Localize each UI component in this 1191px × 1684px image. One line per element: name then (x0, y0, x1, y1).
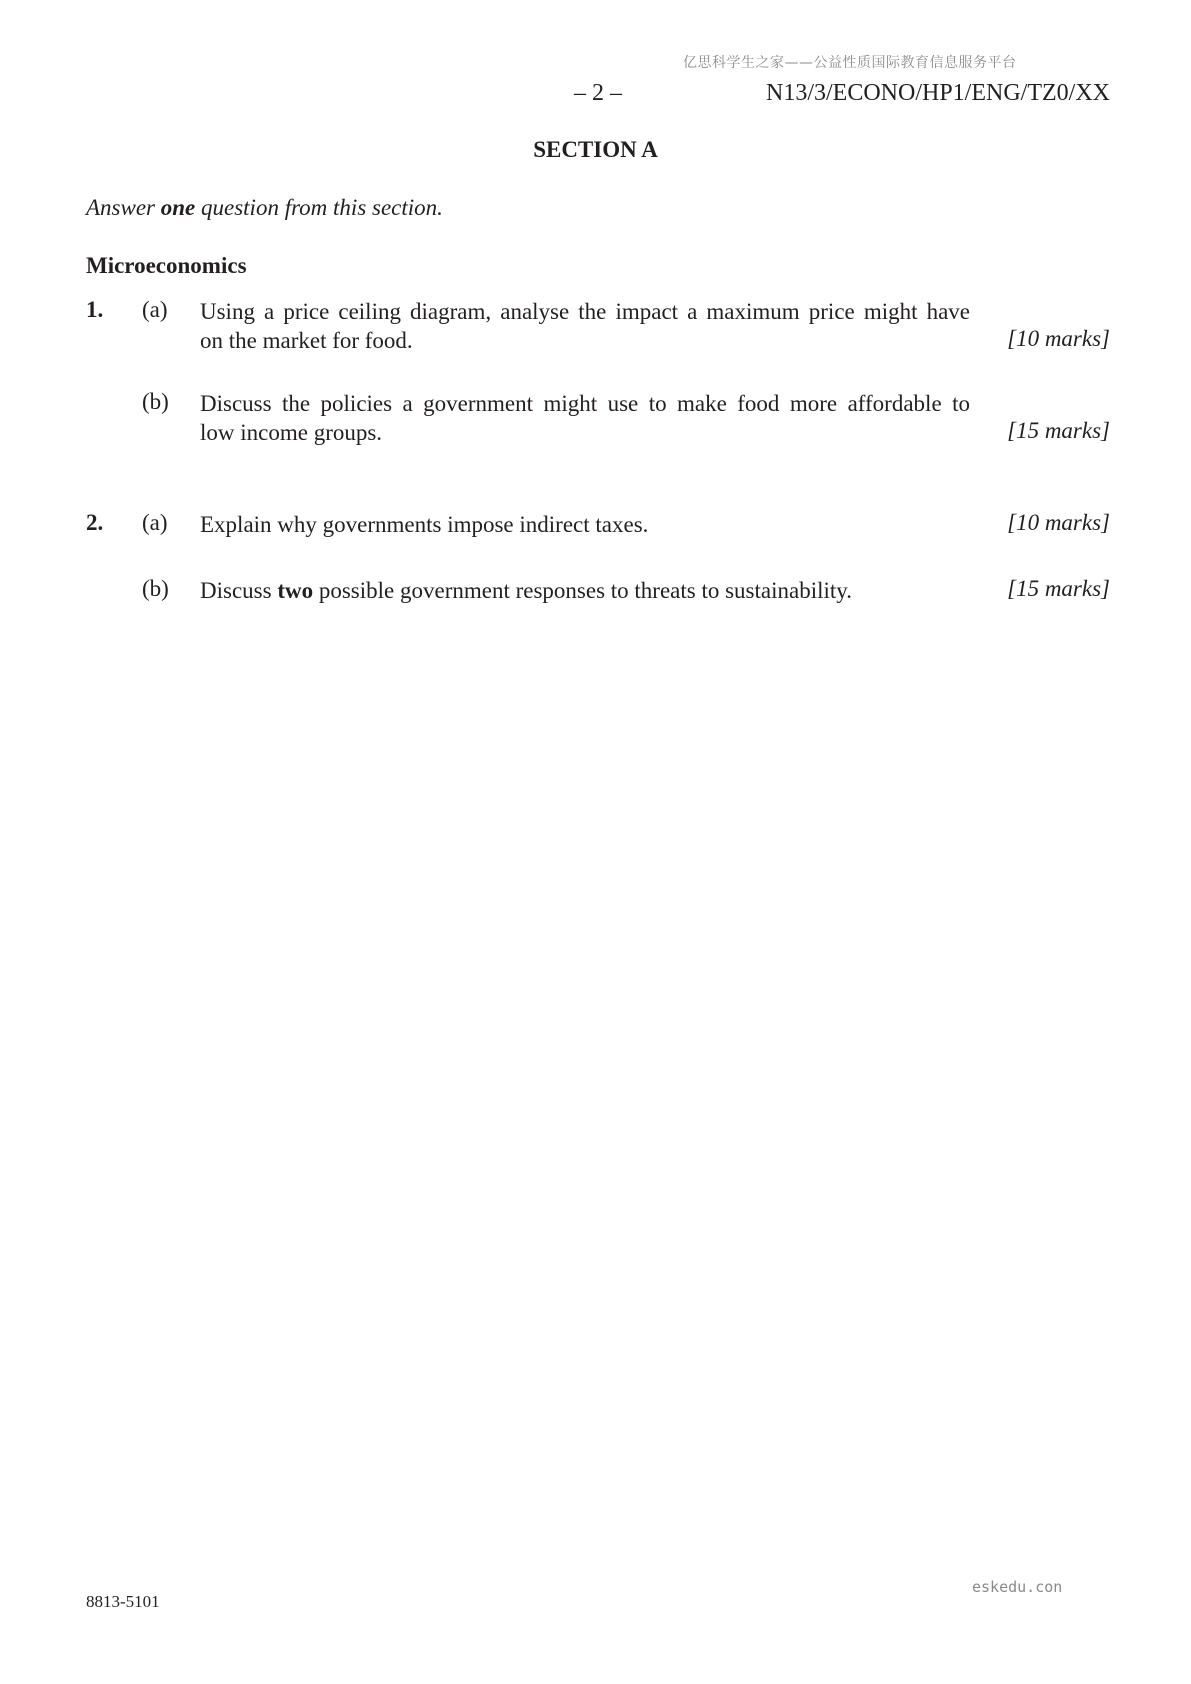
question-marks: [10 marks] (1007, 326, 1110, 351)
question-text-line: Using a price ceiling diagram, analyse the impact a maximum price might have (200, 299, 970, 324)
question-part-label: (a) (142, 510, 168, 535)
footer-code: 8813-5101 (86, 1592, 160, 1611)
question-text-after: possible government responses to threats to sustainability. (313, 578, 853, 603)
bottom-watermark: eskedu.con (972, 1578, 1063, 1596)
question-part-label: (a) (142, 297, 168, 322)
question-part-text (200, 297, 970, 355)
top-watermark: 亿思科学生之家——公益性质国际教育信息服务平台 (683, 55, 1017, 71)
question-text-emphasis: two (277, 578, 314, 603)
question-part-text (200, 389, 970, 447)
question-part-text (200, 576, 970, 605)
question-part-text: Explain why governments impose indirect taxes. (200, 512, 649, 537)
instruction-emphasis: one (160, 195, 196, 220)
question-number: 2. (86, 510, 104, 535)
question-part-label: (b) (142, 576, 169, 601)
question-marks: [10 marks] (1007, 510, 1110, 535)
question-marks: [15 marks] (1007, 418, 1110, 443)
page-number: – 2 – (574, 80, 622, 106)
instruction-text-before: Answer (86, 195, 161, 220)
question-text-line: on the market for food. (200, 328, 413, 353)
question-number: 1. (86, 297, 104, 322)
question-marks: [15 marks] (1007, 576, 1110, 601)
section-title: SECTION A (533, 137, 658, 162)
section-instruction (86, 195, 443, 221)
paper-code: N13/3/ECONO/HP1/ENG/TZ0/XX (766, 80, 1110, 106)
instruction-text-after: question from this section. (195, 195, 443, 220)
question-text-line: low income groups. (200, 420, 383, 445)
question-text-line: Discuss the policies a government might use to make food more affordable to (200, 391, 970, 416)
question-part-label: (b) (142, 389, 169, 414)
topic-heading: Microeconomics (86, 253, 247, 278)
question-text-before: Discuss (200, 578, 278, 603)
